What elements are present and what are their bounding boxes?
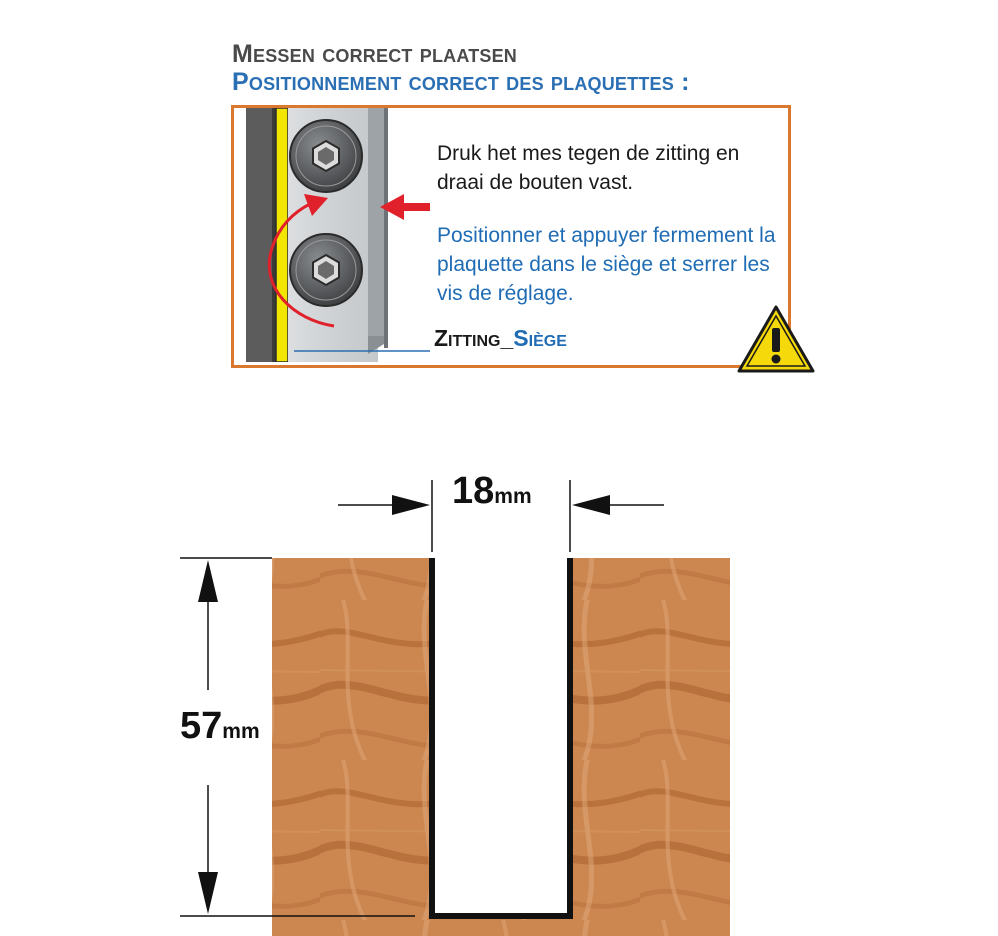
warning-triangle-icon <box>736 304 816 374</box>
seat-label-dutch: Zitting <box>434 325 501 351</box>
depth-dimension-label <box>180 705 260 748</box>
depth-unit: mm <box>222 720 260 743</box>
hex-socket-screw-icon <box>290 120 362 192</box>
groove-outline <box>432 558 570 916</box>
seat-label <box>434 325 567 352</box>
depth-arrow-top <box>198 560 218 690</box>
hex-socket-screw-icon <box>290 234 362 306</box>
depth-value: 57 <box>180 705 223 747</box>
instruction-french: Positionner et appuyer fermement la plaquette dans le siège et serrer les vis de réglage. <box>437 224 776 305</box>
width-unit: mm <box>494 485 532 508</box>
width-value: 18 <box>452 470 495 512</box>
seat-label-separator: _ <box>500 325 514 351</box>
heading-french: Positionnement correct des plaquettes : <box>232 68 690 96</box>
groove-cross-section <box>0 440 998 936</box>
instruction-dutch: Druk het mes tegen de zitting en draai de bouten vast. <box>437 142 740 194</box>
seat-label-french: Siège <box>513 325 567 351</box>
width-arrow-left <box>338 495 430 515</box>
heading-dutch: Messen correct plaatsen <box>232 40 518 68</box>
wood-right <box>570 558 730 916</box>
depth-arrow-bottom <box>198 785 218 914</box>
arrow-left-icon <box>380 190 432 224</box>
width-dimension-label <box>452 470 532 513</box>
tool-body <box>246 108 276 362</box>
width-arrow-right <box>572 495 664 515</box>
wood-left <box>272 558 432 916</box>
knife-seat-illustration <box>234 108 434 362</box>
